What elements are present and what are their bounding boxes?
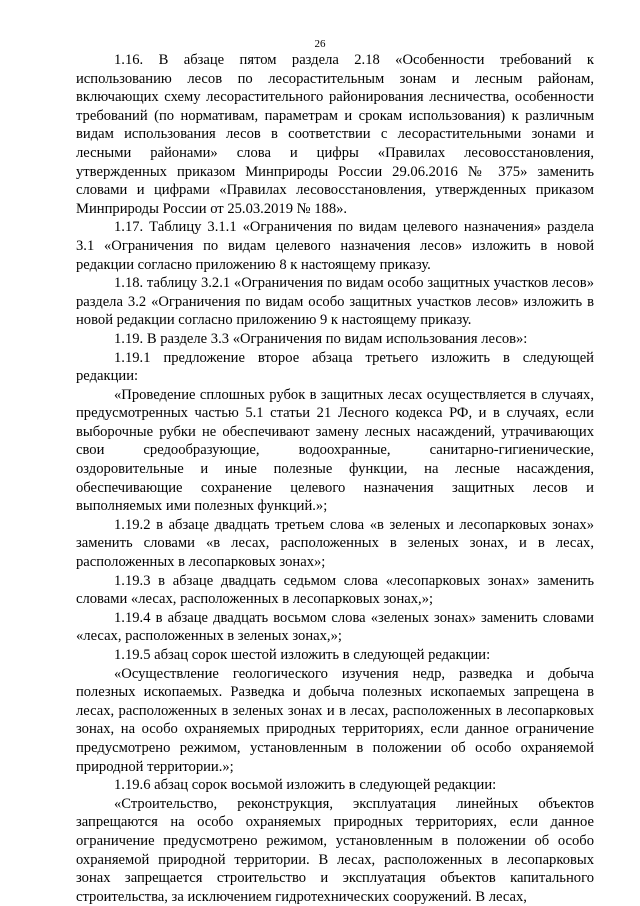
paragraph-1-18: 1.18. таблицу 3.2.1 «Ограничения по видам особо защитных участков лесов» раздела 3.2 «Ограничения по видам особо защитных участков лесов» изложить в новой редакции согласно приложению 9 к настоящему приказу.: [76, 275, 594, 329]
paragraph-1-19-4: 1.19.4 в абзаце двадцать восьмом слова «зеленых зонах» заменить словами «лесах, расположенных в зеленых зонах,»;: [76, 609, 594, 645]
quote-clear-cutting: «Проведение сплошных рубок в защитных лесах осуществляется в случаях, предусмотренных частью 5.1 статьи 21 Лесного кодекса РФ, и в случаях, если выборочные рубки не обеспечивают замену лесных насаждений, утрачивающих свои средообразующие, водоохранные, санитарно-гигиенические, оздоровительные и иные полезные функции, на лесные насаждения, обеспечивающие сохранение целевого назначения защитных лесов и выполняемых ими полезных функций.»;: [76, 386, 594, 515]
page-number: 26: [314, 38, 326, 50]
quote-linear-objects: «Строительство, реконструкция, эксплуатация линейных объектов запрещаются на особо охраняемых природных территориях, если данное ограничение предусмотрено режимом, установленным в положении об особо охраняемой природной территории. В лесах, расположенных в лесопарковых зонах запрещается строительство и эксплуатация объектов капитального строительства, за исключением гидротехнических сооружений. В лесах,: [76, 795, 594, 905]
paragraph-1-19-3: 1.19.3 в абзаце двадцать седьмом слова «лесопарковых зонах» заменить словами «лесах, расположенных в лесопарковых зонах,»;: [76, 572, 594, 608]
quote-geological-study: «Осуществление геологического изучения недр, разведка и добыча полезных ископаемых. Разведка и добыча полезных ископаемых запрещена в лесах, расположенных в зеленых зонах и в лесах, расположенных в лесопарковых зонах, на особо охраняемых природных территориях, если данное ограничение предусмотрено режимом, установленным в положении об особо охраняемой природной территории.»;: [76, 665, 594, 775]
paragraph-1-17: 1.17. Таблицу 3.1.1 «Ограничения по видам целевого назначения» раздела 3.1 «Ограничения по видам целевого назначения лесов» изложить в новой редакции согласно приложению 8 к настоящему приказу.: [76, 219, 594, 273]
paragraph-1-19-5: 1.19.5 абзац сорок шестой изложить в следующей редакции:: [114, 647, 491, 663]
paragraph-1-19-1: 1.19.1 предложение второе абзаца третьего изложить в следующей редакции:: [76, 349, 594, 385]
paragraph-1-19-6: 1.19.6 абзац сорок восьмой изложить в следующей редакции:: [114, 777, 497, 794]
paragraph-1-16: 1.16. В абзаце пятом раздела 2.18 «Особенности требований к использованию лесов по лесорастительным зонам и лесным районам, включающих схему лесорастительного районирования лесничества, особенности требований (по нормативам, параметрам и срокам использования) к различным видам использования лесов в соответствии с лесорастительными зонами и лесными районами» слова и цифры «Правилах лесовосстановления, утвержденных приказом Минприроды России 29.06.2016 № 375» заменить словами и цифрами «Правилах лесовосстановления, утвержденных приказом Минприроды России от 25.03.2019 № 188».: [76, 52, 594, 217]
paragraph-1-19: 1.19. В разделе 3.3 «Ограничения по видам использования лесов»:: [114, 330, 528, 347]
paragraph-1-19-2: 1.19.2 в абзаце двадцать третьем слова «в зеленых и лесопарковых зонах» заменить словами «в лесах, расположенных в зеленых зонах, и в лесах, расположенных в лесопарковых зонах»;: [76, 516, 594, 571]
document-body: [76, 51, 594, 906]
